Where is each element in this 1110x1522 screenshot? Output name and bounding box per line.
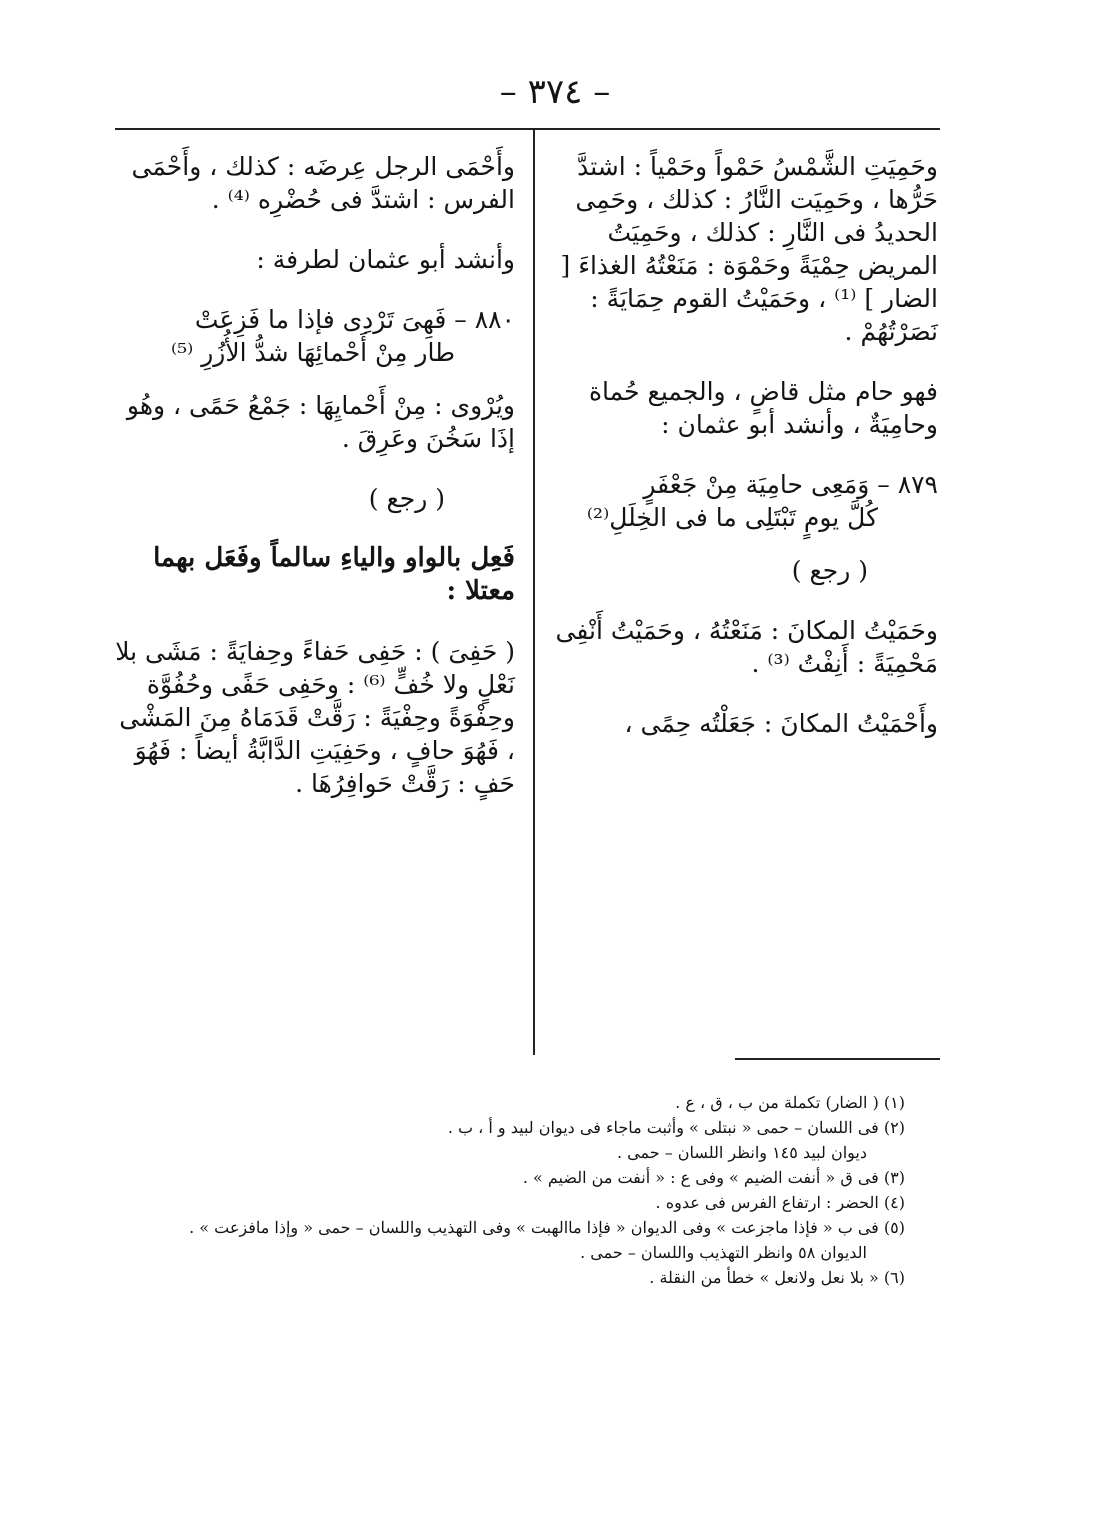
verse-880-line-1: ٨٨٠ – فَهِىَ تَرْدِى فإذا ما فَزِعَتْ xyxy=(194,305,515,334)
footnote-4: (٤) الحضر : ارتفاع الفرس فى عدوه . xyxy=(655,1193,905,1212)
footnote-1: (١) ( الضار) تكملة من ب ، ق ، ع . xyxy=(675,1093,905,1112)
footnote-2-continued: ديوان لبيد ١٤٥ وانظر اللسان – حمى . xyxy=(616,1143,867,1162)
right-paragraph-2: فهو حام مثل قاضٍ ، والجميع حُماة وحامِيَةٌ ، وأنشد أبو عثمان : xyxy=(588,377,938,439)
left-column xyxy=(115,150,515,827)
left-return-tag: ( رجع ) xyxy=(368,484,445,513)
right-return-tag: ( رجع ) xyxy=(791,556,868,585)
header-rule xyxy=(115,128,940,130)
footnote-3: (٣) فى ق « أنفت الضيم » وفى ع : « أنفت من الضيم » . xyxy=(522,1168,905,1187)
footnote-2: (٢) فى اللسان – حمى « نبتلى » وأثبت ماجاء فى ديوان لبيد و أ ، ب . xyxy=(447,1118,905,1137)
right-column xyxy=(548,150,938,767)
section-heading: فَعِل بالواو والياءِ سالماً وفَعَل بهما معتلا : xyxy=(153,543,515,606)
left-paragraph-4: ( حَفِىَ ) : حَفِى حَفاءً وحِفايَةً : مَشَى بلا نَعْلٍ ولا خُفٍّ ⁽⁶⁾ : وحَفِى حَفًى وحُفُوَّة وحِفْوَةً وحِفْيَةً : رَقَّتْ قَدَمَاهُ مِنَ المَشْى ، فَهُوَ حافٍ ، وحَفِيَتِ الدَّابَّةُ أيضاً : فَهُوَ حَفٍ : رَقَّتْ حَوافِرُهَا . xyxy=(115,637,515,798)
verse-880-line-2: طار مِنْ أَحْمائِهَا شدُّ الأُزُرِ ⁽⁵⁾ xyxy=(170,338,455,367)
footnote-5-continued: الديوان ٥٨ وانظر التهذيب واللسان – حمى . xyxy=(580,1243,867,1262)
verse-880 xyxy=(115,303,515,369)
right-paragraph-1: وحَمِيَتِ الشَّمْسُ حَمْواً وحَمْياً : اشتدَّ حَرُّها ، وحَمِيَت النَّارُ : كذلك ، وحَمِى الحديدُ فى النَّارِ : كذلك ، وحَمِيَتُ المريض حِمْيَةً وحَمْوَة : مَنَعْتُهُ الغذاءَ [ الضار ] ⁽¹⁾ ، وحَمَيْتُ القوم حِمَايَةً : نَصَرْتُهُمْ . xyxy=(560,152,938,346)
footnote-6: (٦) « بلا نعل ولانعل » خطأ من النقلة . xyxy=(649,1268,905,1287)
left-paragraph-3: ويُرْوى : مِنْ أَحْمايِهَا : جَمْعُ حَمًى ، وهُو إذَا سَخُنَ وعَرِقَ . xyxy=(126,391,515,453)
right-paragraph-3: وحَمَيْتُ المكانَ : مَنَعْتُهُ ، وحَمَيْتُ أَنْفِى مَحْمِيَةً : أَنِفْتُ ⁽³⁾ . xyxy=(555,616,938,678)
left-paragraph-1: وأَحْمَى الرجل عِرضَه : كذلك ، وأَحْمَى الفرس : اشتدَّ فى حُضْرِه ⁽⁴⁾ . xyxy=(131,152,515,214)
right-paragraph-4: وأَحْمَيْتُ المكانَ : جَعَلْتُه حِمًى ، xyxy=(624,709,938,738)
column-divider xyxy=(533,130,535,1055)
footnote-rule xyxy=(735,1058,940,1060)
left-paragraph-2: وأنشد أبو عثمان لطرفة : xyxy=(256,245,515,274)
verse-879-line-2: كُلَّ يومٍ تَبْتَلِى ما فى الخِلَلِ⁽²⁾ xyxy=(586,503,878,532)
page-number: – ٣٧٤ – xyxy=(499,72,611,112)
footnotes xyxy=(135,1090,905,1290)
verse-879 xyxy=(548,468,938,534)
footnote-5: (٥) فى ب « فإذا ماجزعت » وفى الديوان « فإذا ماالهبت » وفى التهذيب واللسان – حمى « وإذا مافزعت » . xyxy=(189,1218,905,1237)
verse-879-line-1: ٨٧٩ – وَمَعِى حامِيَة مِنْ جَعْفَرٍ xyxy=(643,470,938,499)
